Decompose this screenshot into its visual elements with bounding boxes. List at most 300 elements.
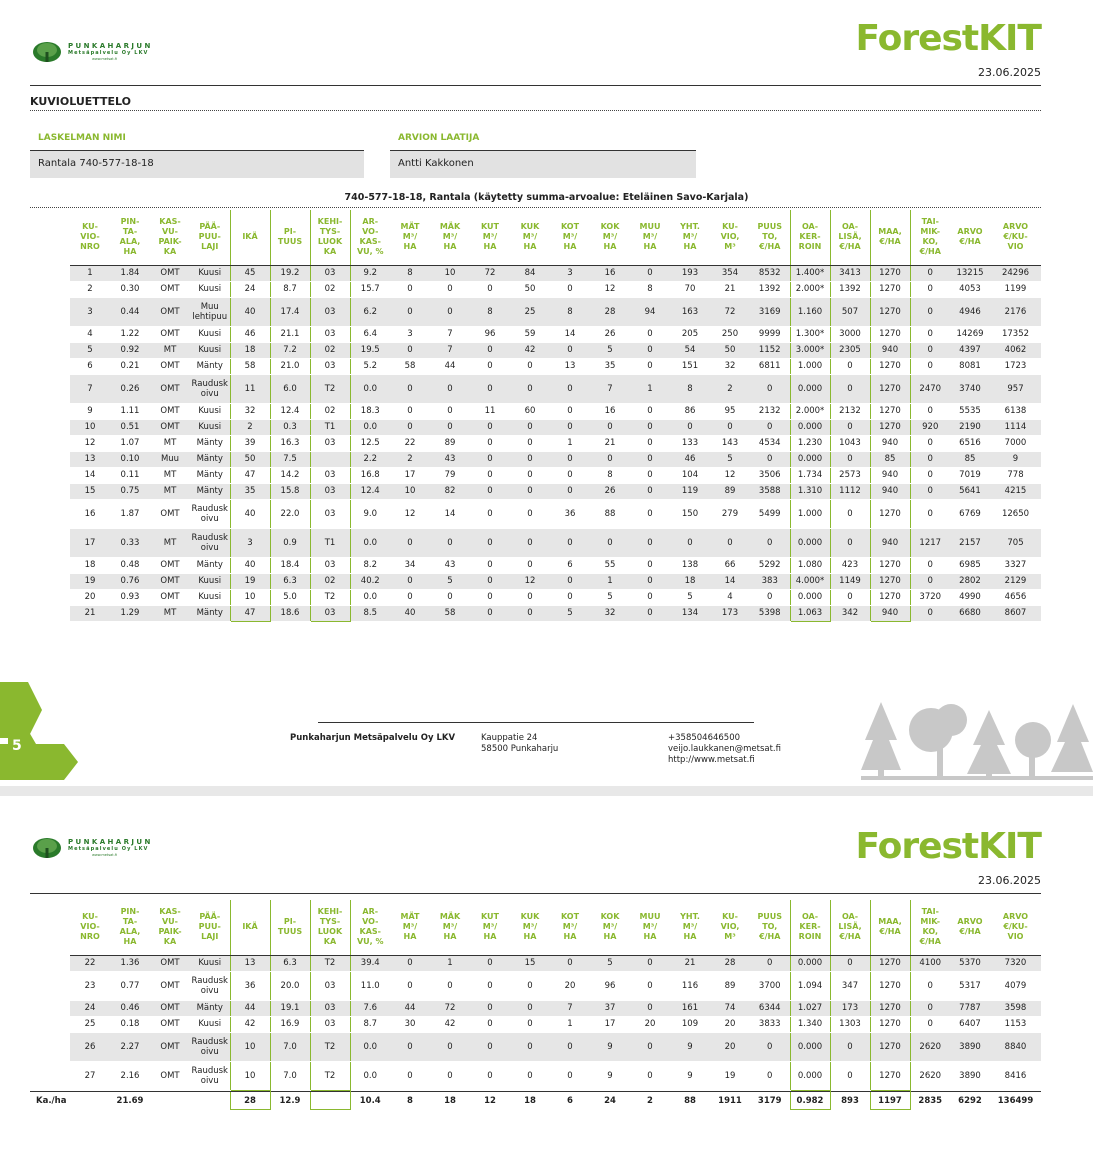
table-cell: 11.0: [350, 971, 390, 1000]
table-cell: 1.36: [110, 955, 150, 971]
table-row: [70, 1016, 1041, 1032]
table-cell: 1: [630, 374, 670, 403]
table-cell: 423: [830, 557, 870, 573]
table-cell: Kuusi: [190, 419, 230, 435]
table-cell: MT: [150, 467, 190, 483]
table-cell: 0: [910, 1016, 950, 1032]
table-cell: 0.000: [790, 955, 830, 971]
table-cell: 2132: [830, 403, 870, 419]
table-cell: 11: [230, 374, 270, 403]
table-cell: 0: [750, 451, 790, 467]
table-cell: 19.2: [270, 265, 310, 281]
table-cell: 59: [510, 326, 550, 342]
table-cell: 7.6: [350, 1000, 390, 1016]
table-cell: Mänty: [190, 483, 230, 499]
table-row: [70, 374, 1041, 403]
table-cell: OMT: [150, 1000, 190, 1016]
table-cell: 7787: [950, 1000, 990, 1016]
table-cell: 6769: [950, 499, 990, 528]
table-cell: 193: [670, 265, 710, 281]
table-cell: 22: [70, 955, 110, 971]
table-cell: 7: [70, 374, 110, 403]
table-cell: 0: [550, 1032, 590, 1061]
table-cell: 12: [70, 435, 110, 451]
table-cell: 1.07: [110, 435, 150, 451]
table-cell: 0: [550, 374, 590, 403]
table-cell: 0: [390, 1032, 430, 1061]
table-cell: 15: [510, 955, 550, 971]
table-cell: 12: [710, 467, 750, 483]
table-cell: 0: [910, 265, 950, 281]
table-cell: 161: [670, 1000, 710, 1016]
table-cell: Mänty: [190, 435, 230, 451]
table-cell: 19.5: [350, 342, 390, 358]
table-cell: 250: [710, 326, 750, 342]
table-cell: 47: [230, 467, 270, 483]
table-cell: 0: [470, 358, 510, 374]
tree-logo-icon: [32, 40, 62, 64]
table-cell: 2129: [990, 573, 1041, 589]
table-cell: 0: [390, 528, 430, 557]
table-cell: 7019: [950, 467, 990, 483]
table-cell: 84: [510, 265, 550, 281]
table-cell: 0: [430, 528, 470, 557]
table-cell: OMT: [150, 358, 190, 374]
table-cell: Mänty: [190, 557, 230, 573]
table-cell: 0.21: [110, 358, 150, 374]
table-cell: 16.9: [270, 1016, 310, 1032]
table-cell: 72: [710, 297, 750, 326]
table-cell: 2: [230, 419, 270, 435]
table-cell: 46: [670, 451, 710, 467]
footer-address: Kauppatie 24 58500 Punkaharju: [481, 733, 559, 754]
table-cell: 9999: [750, 326, 790, 342]
column-header: KEHI- TYS- LUOK KA: [310, 900, 350, 955]
table-cell: 1303: [830, 1016, 870, 1032]
table-cell: 7: [550, 1000, 590, 1016]
table-cell: 8840: [990, 1032, 1041, 1061]
table-cell: 5.2: [350, 358, 390, 374]
table-cell: Kuusi: [190, 403, 230, 419]
table-cell: 1.160: [790, 297, 830, 326]
column-header: KU- VIO, M³: [710, 900, 750, 955]
table-cell: 1112: [830, 483, 870, 499]
table-cell: 0: [550, 451, 590, 467]
table-cell: 6.3: [270, 955, 310, 971]
table-cell: 79: [430, 467, 470, 483]
column-header: MÄK M³/ HA: [430, 900, 470, 955]
table-row: [70, 483, 1041, 499]
table-cell: 134: [670, 605, 710, 621]
table-cell: 151: [670, 358, 710, 374]
table-cell: 2802: [950, 573, 990, 589]
table-cell: Mänty: [190, 605, 230, 621]
table-cell: 03: [310, 605, 350, 621]
footer-company: Punkaharjun Metsäpalvelu Oy LKV: [290, 733, 456, 743]
table-cell: 40: [230, 557, 270, 573]
column-header: PIN- TA- ALA, HA: [110, 900, 150, 955]
table-cell: 2.2: [350, 451, 390, 467]
table-cell: 8: [470, 297, 510, 326]
table-cell: 0: [510, 483, 550, 499]
table-cell: 0.0: [350, 374, 390, 403]
table-cell: 1: [430, 955, 470, 971]
table-cell: 12.4: [350, 483, 390, 499]
table-cell: 42: [430, 1016, 470, 1032]
table-cell: 6516: [950, 435, 990, 451]
table-cell: 0: [510, 419, 550, 435]
table-cell: 9.2: [350, 265, 390, 281]
table-cell: 1270: [870, 573, 910, 589]
table-row: [70, 403, 1041, 419]
table-cell: 8: [390, 265, 430, 281]
table-cell: 143: [710, 435, 750, 451]
table-cell: 0: [550, 573, 590, 589]
table-cell: 0: [430, 297, 470, 326]
table-cell: 50: [230, 451, 270, 467]
table-cell: 0: [390, 573, 430, 589]
table-cell: 1270: [870, 1000, 910, 1016]
table-cell: 8081: [950, 358, 990, 374]
table-cell: 0.46: [110, 1000, 150, 1016]
table-cell: 1: [550, 1016, 590, 1032]
table-cell: 40.2: [350, 573, 390, 589]
table-cell: 0: [470, 281, 510, 297]
table-cell: 12: [590, 281, 630, 297]
column-header: MAA, €/HA: [870, 210, 910, 265]
table-cell: 2620: [910, 1061, 950, 1090]
table-cell: 0: [630, 528, 670, 557]
section-title: KUVIOLUETTELO: [30, 95, 132, 108]
forestkit-brand: ForestKIT: [855, 826, 1041, 867]
totals-cell: [150, 1092, 190, 1110]
totals-cell: 88: [670, 1092, 710, 1110]
page-number: 5: [12, 738, 22, 754]
table-cell: 18.6: [270, 605, 310, 621]
totals-cell: [310, 1092, 350, 1110]
table-row: [70, 326, 1041, 342]
table-cell: 0: [470, 451, 510, 467]
table-cell: 0: [510, 467, 550, 483]
table-cell: 0: [470, 1016, 510, 1032]
column-header: KAS- VU- PAIK- KA: [150, 210, 190, 265]
table-cell: 3169: [750, 297, 790, 326]
table-cell: 940: [870, 342, 910, 358]
table-cell: 5535: [950, 403, 990, 419]
forestkit-brand: ForestKIT: [855, 18, 1041, 59]
table-cell: 85: [870, 451, 910, 467]
table-cell: 279: [710, 499, 750, 528]
table-cell: 2573: [830, 467, 870, 483]
table-cell: 1: [590, 573, 630, 589]
table-cell: 8416: [990, 1061, 1041, 1090]
table-cell: 0: [630, 1032, 670, 1061]
table-cell: OMT: [150, 419, 190, 435]
table-cell: 0: [510, 605, 550, 621]
column-header: ARVO €/KU- VIO: [990, 210, 1041, 265]
table-row: [70, 435, 1041, 451]
table-cell: 40: [390, 605, 430, 621]
logo-subtitle: Metsäpalvelu Oy LKV: [68, 846, 149, 852]
table-cell: 8.2: [350, 557, 390, 573]
table-cell: 1.027: [790, 1000, 830, 1016]
stand-table-continued: [70, 900, 1041, 1091]
table-row: [70, 265, 1041, 281]
table-cell: 0: [550, 281, 590, 297]
table-cell: 2.27: [110, 1032, 150, 1061]
table-cell: 82: [430, 483, 470, 499]
table-cell: 4079: [990, 971, 1041, 1000]
table-title: 740-577-18-18, Rantala (käytetty summa-arvoalue: Eteläinen Savo-Karjala): [344, 192, 749, 203]
table-cell: 0: [710, 528, 750, 557]
column-header: ARVO €/HA: [950, 210, 990, 265]
table-cell: 8.5: [350, 605, 390, 621]
table-row: [70, 342, 1041, 358]
table-cell: 10: [230, 1061, 270, 1090]
table-cell: 8.7: [270, 281, 310, 297]
table-row: [70, 451, 1041, 467]
table-cell: 0.000: [790, 1032, 830, 1061]
table-cell: 96: [470, 326, 510, 342]
table-cell: 3720: [910, 589, 950, 605]
table-cell: 03: [310, 297, 350, 326]
table-cell: 60: [510, 403, 550, 419]
table-cell: 22.0: [270, 499, 310, 528]
table-cell: 72: [470, 265, 510, 281]
table-cell: 18: [670, 573, 710, 589]
table-cell: 4656: [990, 589, 1041, 605]
table-cell: 3: [230, 528, 270, 557]
table-cell: 14: [430, 499, 470, 528]
table-cell: 0: [630, 589, 670, 605]
table-cell: 23: [70, 971, 110, 1000]
table-cell: 205: [670, 326, 710, 342]
table-cell: 0: [910, 499, 950, 528]
table-cell: 0: [910, 342, 950, 358]
table-cell: 1.300*: [790, 326, 830, 342]
column-header: PÄÄ- PUU- LAJI: [190, 900, 230, 955]
table-cell: 507: [830, 297, 870, 326]
table-cell: 0: [470, 955, 510, 971]
table-cell: 2305: [830, 342, 870, 358]
column-header: MÄK M³/ HA: [430, 210, 470, 265]
table-cell: 1270: [870, 403, 910, 419]
column-header: KU- VIO, M³: [710, 210, 750, 265]
table-cell: 3890: [950, 1061, 990, 1090]
table-cell: MT: [150, 605, 190, 621]
table-cell: 0: [430, 403, 470, 419]
table-cell: 9: [590, 1061, 630, 1090]
column-header: MÄT M³/ HA: [390, 210, 430, 265]
table-cell: 0: [550, 1061, 590, 1090]
column-header: KU- VIO- NRO: [70, 210, 110, 265]
table-cell: 1.22: [110, 326, 150, 342]
column-header: KUK M³/ HA: [510, 210, 550, 265]
header-rule: [30, 85, 1041, 86]
table-cell: MT: [150, 435, 190, 451]
table-cell: 3700: [750, 971, 790, 1000]
totals-row: [30, 1091, 1041, 1110]
table-cell: 940: [870, 435, 910, 451]
table-cell: 18: [70, 557, 110, 573]
table-cell: 6407: [950, 1016, 990, 1032]
table-cell: 0: [630, 419, 670, 435]
table-cell: 74: [710, 1000, 750, 1016]
table-cell: 03: [310, 1000, 350, 1016]
table-cell: 0: [510, 528, 550, 557]
table-cell: 44: [430, 358, 470, 374]
footer-contact: +358504646500 veijo.laukkanen@metsat.fi http://www.metsat.fi: [668, 733, 781, 765]
table-cell: 0: [550, 528, 590, 557]
table-cell: 1270: [870, 419, 910, 435]
table-cell: 1270: [870, 1061, 910, 1090]
column-header: MÄT M³/ HA: [390, 900, 430, 955]
table-cell: T1: [310, 419, 350, 435]
table-cell: 44: [230, 1000, 270, 1016]
table-cell: 0: [510, 1016, 550, 1032]
table-cell: 0: [390, 297, 430, 326]
table-cell: 54: [670, 342, 710, 358]
table-cell: 5: [430, 573, 470, 589]
table-cell: 45: [230, 265, 270, 281]
table-cell: 20.0: [270, 971, 310, 1000]
table-cell: 0: [470, 1032, 510, 1061]
column-header: MUU M³/ HA: [630, 900, 670, 955]
table-cell: 1270: [870, 281, 910, 297]
table-cell: OMT: [150, 297, 190, 326]
table-cell: Mänty: [190, 467, 230, 483]
table-cell: 1270: [870, 265, 910, 281]
table-cell: 30: [390, 1016, 430, 1032]
table-cell: 0: [670, 528, 710, 557]
table-cell: Mänty: [190, 1000, 230, 1016]
table-cell: 20: [710, 1032, 750, 1061]
table-cell: 1199: [990, 281, 1041, 297]
table-cell: 5: [670, 589, 710, 605]
table-cell: 1.87: [110, 499, 150, 528]
table-cell: 0: [470, 499, 510, 528]
table-cell: 13: [230, 955, 270, 971]
table-cell: 354: [710, 265, 750, 281]
table-cell: 8: [590, 467, 630, 483]
table-cell: 6680: [950, 605, 990, 621]
table-cell: 21: [70, 605, 110, 621]
table-cell: 1270: [870, 499, 910, 528]
table-cell: 0.76: [110, 573, 150, 589]
table-cell: 3588: [750, 483, 790, 499]
column-header: YHT. M³/ HA: [670, 210, 710, 265]
table-cell: 24: [70, 1000, 110, 1016]
table-cell: 88: [590, 499, 630, 528]
tree-logo-icon: [32, 836, 62, 860]
table-cell: 32: [230, 403, 270, 419]
table-cell: 1.063: [790, 605, 830, 621]
table-cell: 173: [830, 1000, 870, 1016]
table-cell: 0.26: [110, 374, 150, 403]
column-header: KUK M³/ HA: [510, 900, 550, 955]
table-cell: 28: [710, 955, 750, 971]
table-cell: 35: [590, 358, 630, 374]
totals-cell: 21.69: [110, 1092, 150, 1110]
table-cell: 02: [310, 403, 350, 419]
table-cell: 0: [430, 281, 470, 297]
table-cell: 3740: [950, 374, 990, 403]
totals-cell: 136499: [990, 1092, 1041, 1110]
totals-cell: 3179: [750, 1092, 790, 1110]
table-cell: 163: [670, 297, 710, 326]
table-cell: 0: [510, 1032, 550, 1061]
logo-subtitle: Metsäpalvelu Oy LKV: [68, 50, 149, 56]
table-cell: 18.4: [270, 557, 310, 573]
table-cell: 02: [310, 281, 350, 297]
table-cell: 39: [230, 435, 270, 451]
column-header: KU- VIO- NRO: [70, 900, 110, 955]
table-cell: 5: [590, 589, 630, 605]
table-cell: Raudusk oivu: [190, 1032, 230, 1061]
table-cell: 43: [430, 451, 470, 467]
table-cell: 0: [510, 1000, 550, 1016]
totals-cell: 1911: [710, 1092, 750, 1110]
column-header: OA- KER- ROIN: [790, 210, 830, 265]
table-row: [70, 589, 1041, 605]
dotted-divider: [30, 207, 1041, 208]
table-row: [70, 467, 1041, 483]
table-cell: 89: [710, 483, 750, 499]
table-cell: 15.7: [350, 281, 390, 297]
table-cell: OMT: [150, 1016, 190, 1032]
table-cell: 940: [870, 528, 910, 557]
table-cell: 22: [390, 435, 430, 451]
table-cell: 24: [230, 281, 270, 297]
table-cell: 17: [390, 467, 430, 483]
table-cell: 0: [910, 281, 950, 297]
table-cell: 21: [670, 955, 710, 971]
table-cell: 104: [670, 467, 710, 483]
totals-cell: 10.4: [350, 1092, 390, 1110]
table-cell: 0: [550, 955, 590, 971]
table-cell: 36: [230, 971, 270, 1000]
table-cell: 0: [510, 435, 550, 451]
table-cell: 40: [230, 499, 270, 528]
table-row: [70, 955, 1041, 971]
table-cell: 6.0: [270, 374, 310, 403]
table-cell: 0.44: [110, 297, 150, 326]
table-cell: 705: [990, 528, 1041, 557]
table-cell: 0: [590, 419, 630, 435]
table-cell: 4397: [950, 342, 990, 358]
table-cell: 16: [70, 499, 110, 528]
table-cell: 778: [990, 467, 1041, 483]
table-cell: OMT: [150, 499, 190, 528]
table-cell: 0: [630, 1061, 670, 1090]
table-cell: 0: [470, 419, 510, 435]
totals-cell: 1197: [870, 1092, 910, 1110]
column-header: AR- VO- KAS- VU, %: [350, 210, 390, 265]
table-cell: 1270: [870, 955, 910, 971]
table-cell: 4990: [950, 589, 990, 605]
table-cell: 0: [630, 358, 670, 374]
column-header: MAA, €/HA: [870, 900, 910, 955]
table-cell: 0: [630, 573, 670, 589]
table-cell: 46: [230, 326, 270, 342]
table-cell: 10: [230, 1032, 270, 1061]
table-cell: T2: [310, 955, 350, 971]
table-cell: 0: [830, 589, 870, 605]
table-cell: 7.2: [270, 342, 310, 358]
table-cell: 0: [910, 483, 950, 499]
table-cell: MT: [150, 483, 190, 499]
table-cell: 7.0: [270, 1061, 310, 1090]
